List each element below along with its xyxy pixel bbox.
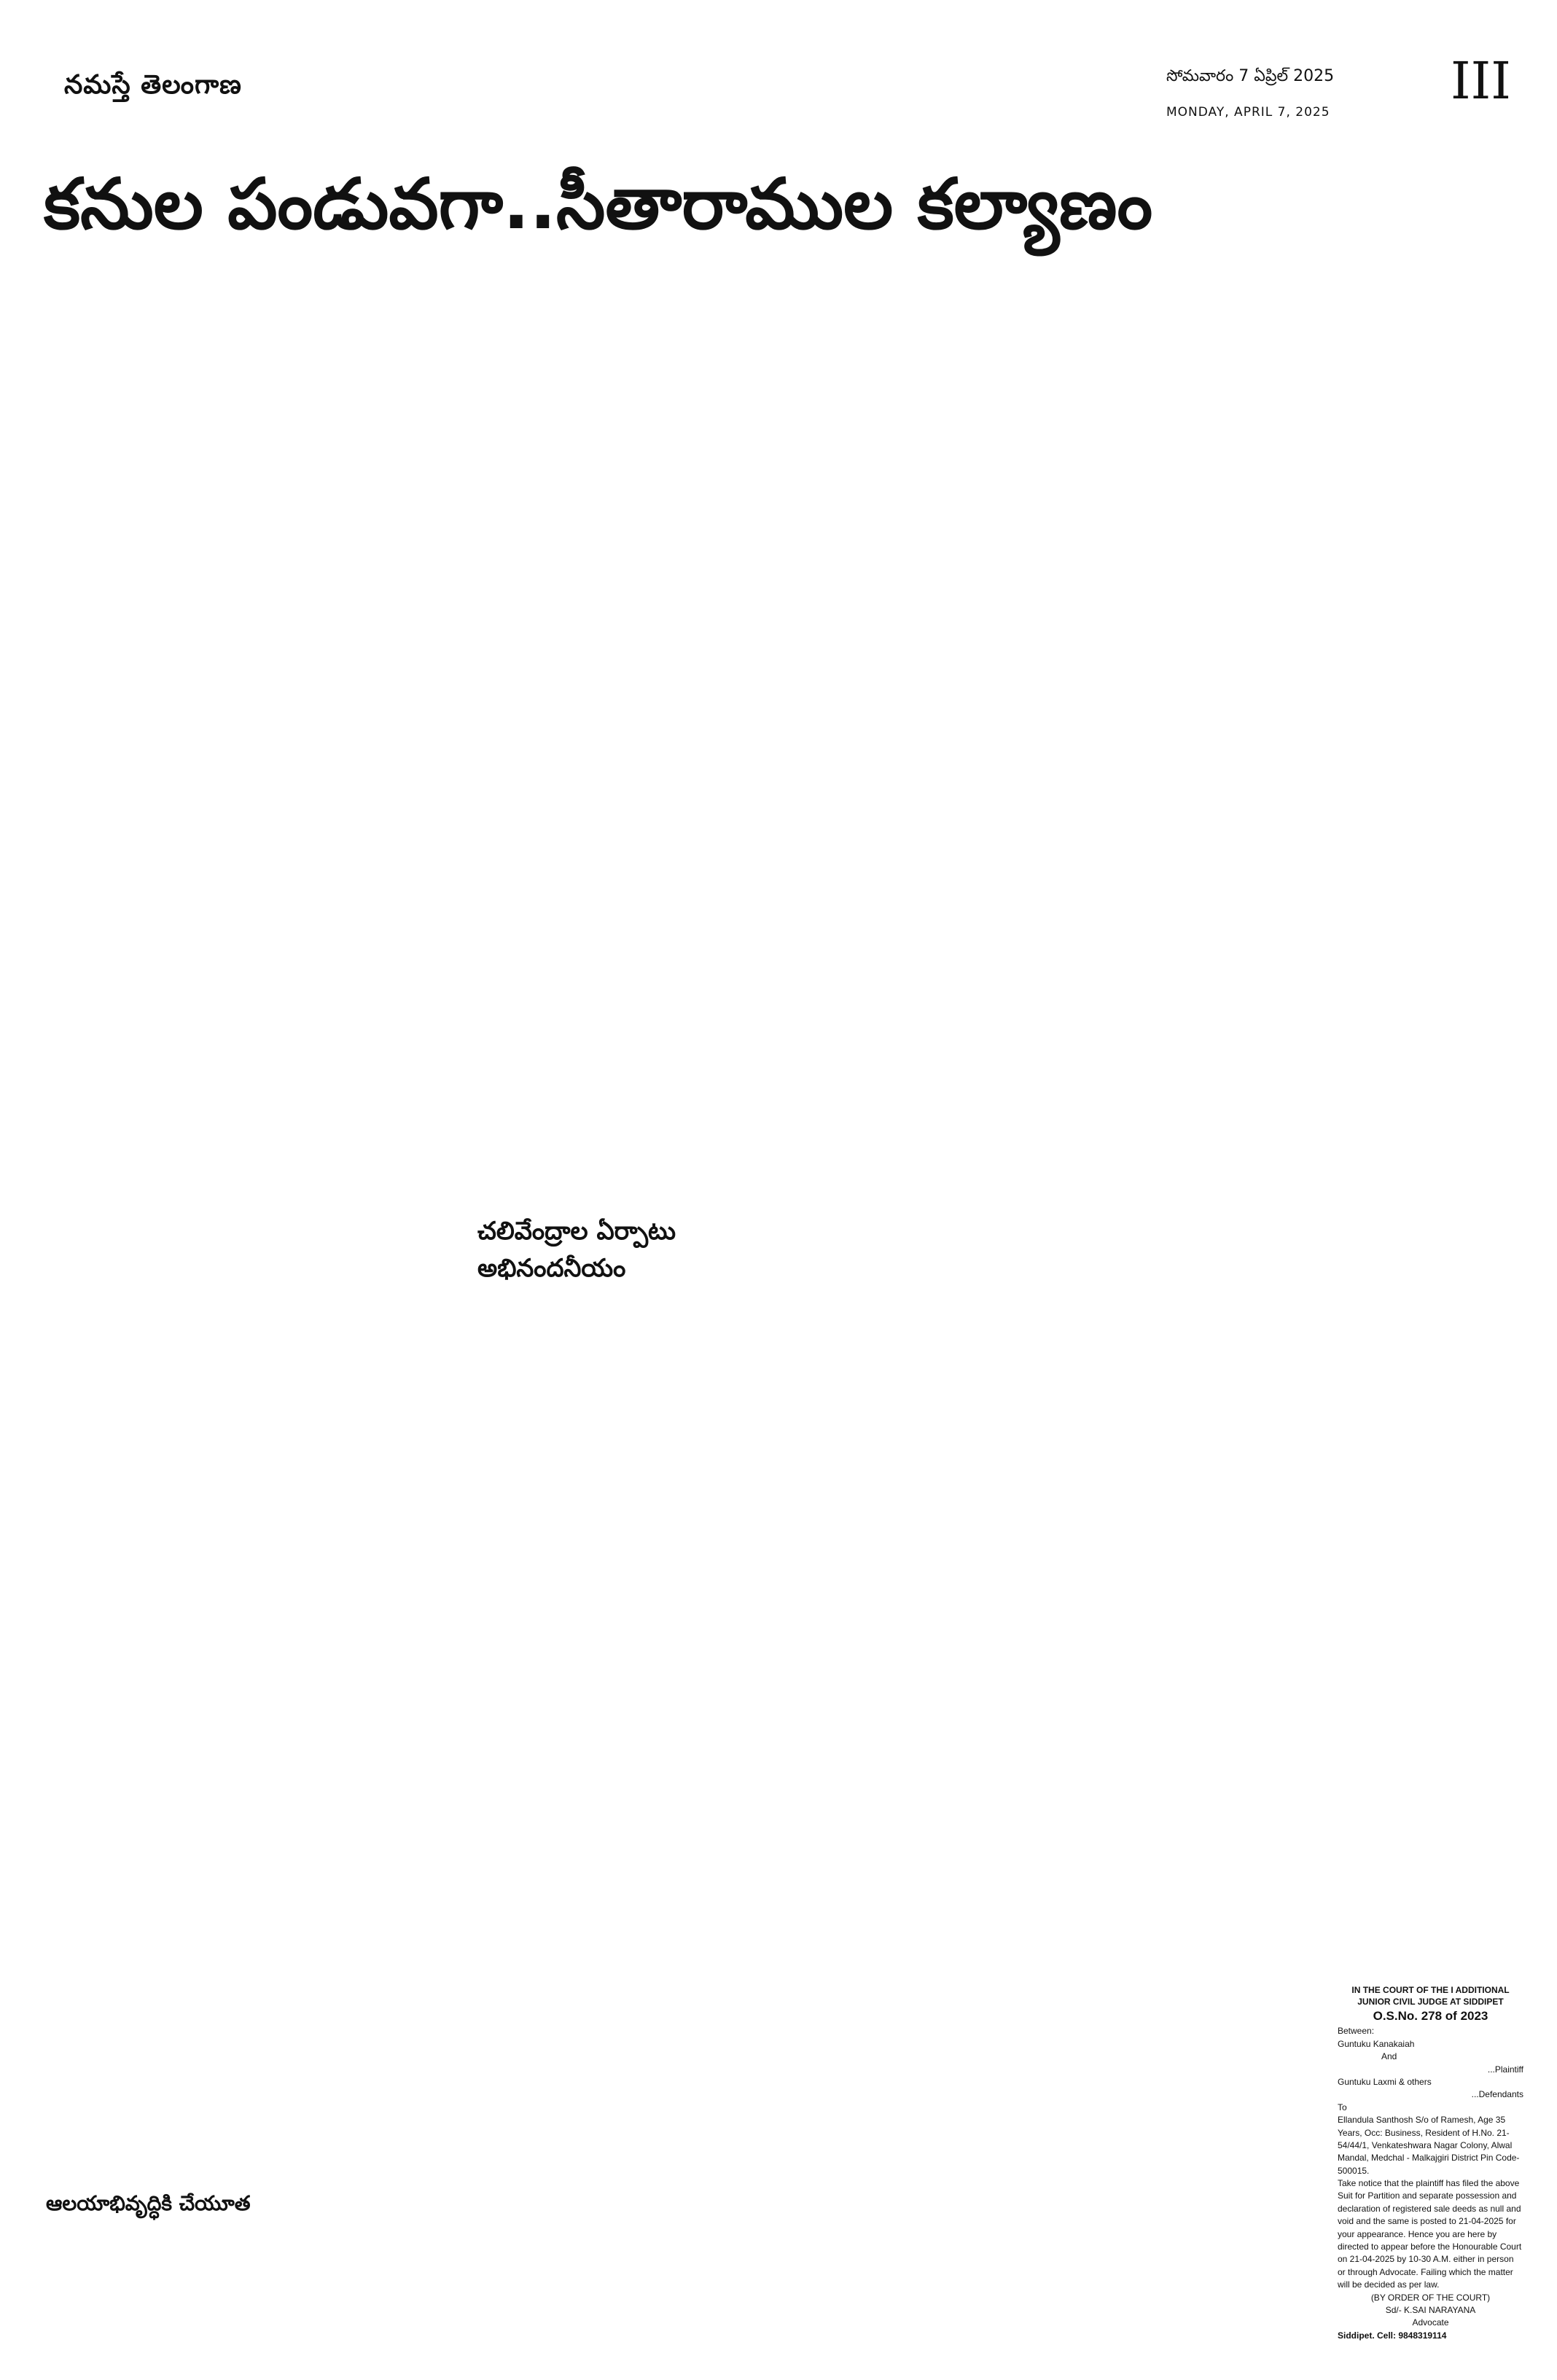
legal-notice <box>1338 1984 1523 2342</box>
legal-defendant-name: Guntuku Laxmi & others <box>1338 2076 1432 2087</box>
feature-subhead <box>477 1213 696 1287</box>
legal-plaintiff-label: ...Plaintiff <box>1487 2064 1523 2075</box>
legal-defendant-label: ...Defendants <box>1471 2089 1523 2100</box>
legal-between: Between: <box>1338 2026 1375 2037</box>
date-telugu: సోమవారం 7 ఏప్రిల్ 2025 <box>1166 67 1335 85</box>
legal-case-no: O.S.No. 278 of 2023 <box>1373 2009 1488 2024</box>
legal-role: Advocate <box>1412 2317 1449 2328</box>
legal-court: IN THE COURT OF THE I ADDITIONAL JUNIOR CIVIL JUDGE AT SIDDIPET <box>1351 1985 1510 2008</box>
box-heading: ఆలయాభివృద్ధికి చేయూత <box>46 2191 251 2215</box>
legal-order: (BY ORDER OF THE COURT) <box>1370 2292 1491 2303</box>
feature-subhead-line2: అభినందనీయం <box>477 1254 626 1283</box>
legal-to: To <box>1338 2102 1347 2112</box>
legal-body: Take notice that the plaintiff has filed the above Suit for Partition and separate possession and declaration of registered sale deeds as null and void and the same is posted to 21-04-2025 for your appearance. Hence you are here by directed to appear before the Honourable Court on 21-04-2025 by 10-30 A.M. either in person or through Advocate. Failing which the matter will be decided as per law. <box>1338 2178 1522 2290</box>
feature-subhead-line1: చలివేంద్రాల ఏర్పాటు <box>477 1217 676 1246</box>
legal-addressee: Ellandula Santhosh S/o of Ramesh, Age 35 Years, Occ: Business, Resident of H.No. 21-54/44/1, Venkateshwara Nagar Colony, Alwal Mandal, Medchal - Malkajgiri District Pin Code-500015. <box>1338 2115 1520 2176</box>
legal-contact: Siddipet. Cell: 9848319114 <box>1338 2330 1447 2341</box>
page-number: III <box>1451 51 1511 111</box>
main-headline: కనుల పండువగా..సీతారాముల కల్యాణం <box>44 163 1153 245</box>
legal-plaintiff-name: Guntuku Kanakaiah <box>1338 2038 1415 2049</box>
masthead-name: నమస్తే తెలంగాణ <box>64 70 242 100</box>
legal-signed: Sd/- K.SAI NARAYANA <box>1385 2304 1476 2315</box>
legal-and: And <box>1381 2051 1397 2062</box>
date-english: MONDAY, APRIL 7, 2025 <box>1166 105 1330 120</box>
